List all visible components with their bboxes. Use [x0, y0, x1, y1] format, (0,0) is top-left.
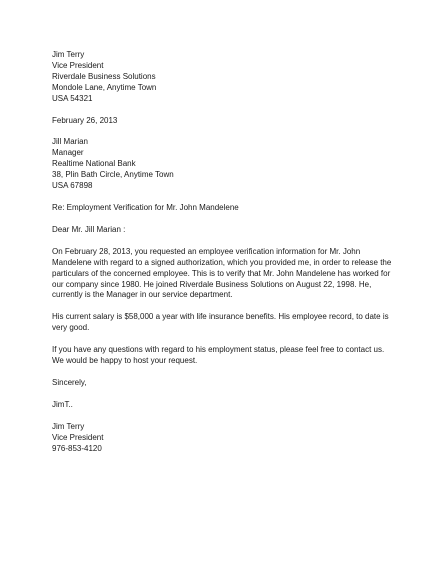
- signoff-name: Jim Terry: [52, 421, 85, 431]
- paragraph-2: [52, 312, 397, 334]
- recipient-name: Jill Marian: [52, 137, 89, 147]
- signature: JimT..: [52, 399, 73, 409]
- closing: Sincerely,: [52, 377, 87, 387]
- date-block: [52, 116, 397, 127]
- paragraph-line: particulars of the concerned employee. This is to verify that Mr. John Mandelene has worked for: [52, 268, 391, 278]
- paragraph-1: [52, 247, 397, 302]
- signoff-block: [52, 422, 397, 455]
- paragraph-line: our company since 1980. He joined Riverdale Business Solutions on August 22, 1998. He,: [52, 279, 372, 289]
- sender-address-line1: Mondole Lane, Anytime Town: [52, 82, 157, 92]
- subject-line: Re: Employment Verification for Mr. John Mandelene: [52, 202, 239, 212]
- subject-block: [52, 203, 397, 214]
- paragraph-line: We would be happy to host your request.: [52, 356, 198, 366]
- sender-address-line2: USA 54321: [52, 93, 93, 103]
- salutation-block: [52, 225, 397, 236]
- paragraph-line: currently is the Manager in our service department.: [52, 290, 233, 300]
- sender-name: Jim Terry: [52, 50, 85, 59]
- recipient-title: Manager: [52, 148, 84, 158]
- sender-company: Riverdale Business Solutions: [52, 71, 156, 81]
- signature-block: [52, 400, 397, 411]
- recipient-company: Realtime National Bank: [52, 159, 136, 169]
- signoff-phone: 976-853-4120: [52, 443, 102, 453]
- letter-body: [52, 50, 397, 454]
- salutation: Dear Mr. Jill Marian :: [52, 224, 126, 234]
- letter-date: February 26, 2013: [52, 115, 118, 125]
- paragraph-3: [52, 345, 397, 367]
- paragraph-line: If you have any questions with regard to his employment status, please feel free to contact us.: [52, 345, 385, 355]
- sender-block: [52, 50, 397, 105]
- recipient-address-line1: 38, Plin Bath Circle, Anytime Town: [52, 170, 174, 180]
- paragraph-line: very good.: [52, 323, 90, 333]
- recipient-address-line2: USA 67898: [52, 181, 93, 191]
- paragraph-line: His current salary is $58,000 a year with life insurance benefits. His employee record, to date is: [52, 312, 389, 322]
- closing-block: [52, 378, 397, 389]
- signoff-title: Vice President: [52, 432, 104, 442]
- paragraph-line: On February 28, 2013, you requested an employee verification information for Mr. John: [52, 246, 361, 256]
- sender-title: Vice President: [52, 60, 104, 70]
- paragraph-line: Mandelene with regard to a signed authorization, which you provided me, in order to release the: [52, 257, 392, 267]
- recipient-block: [52, 137, 397, 192]
